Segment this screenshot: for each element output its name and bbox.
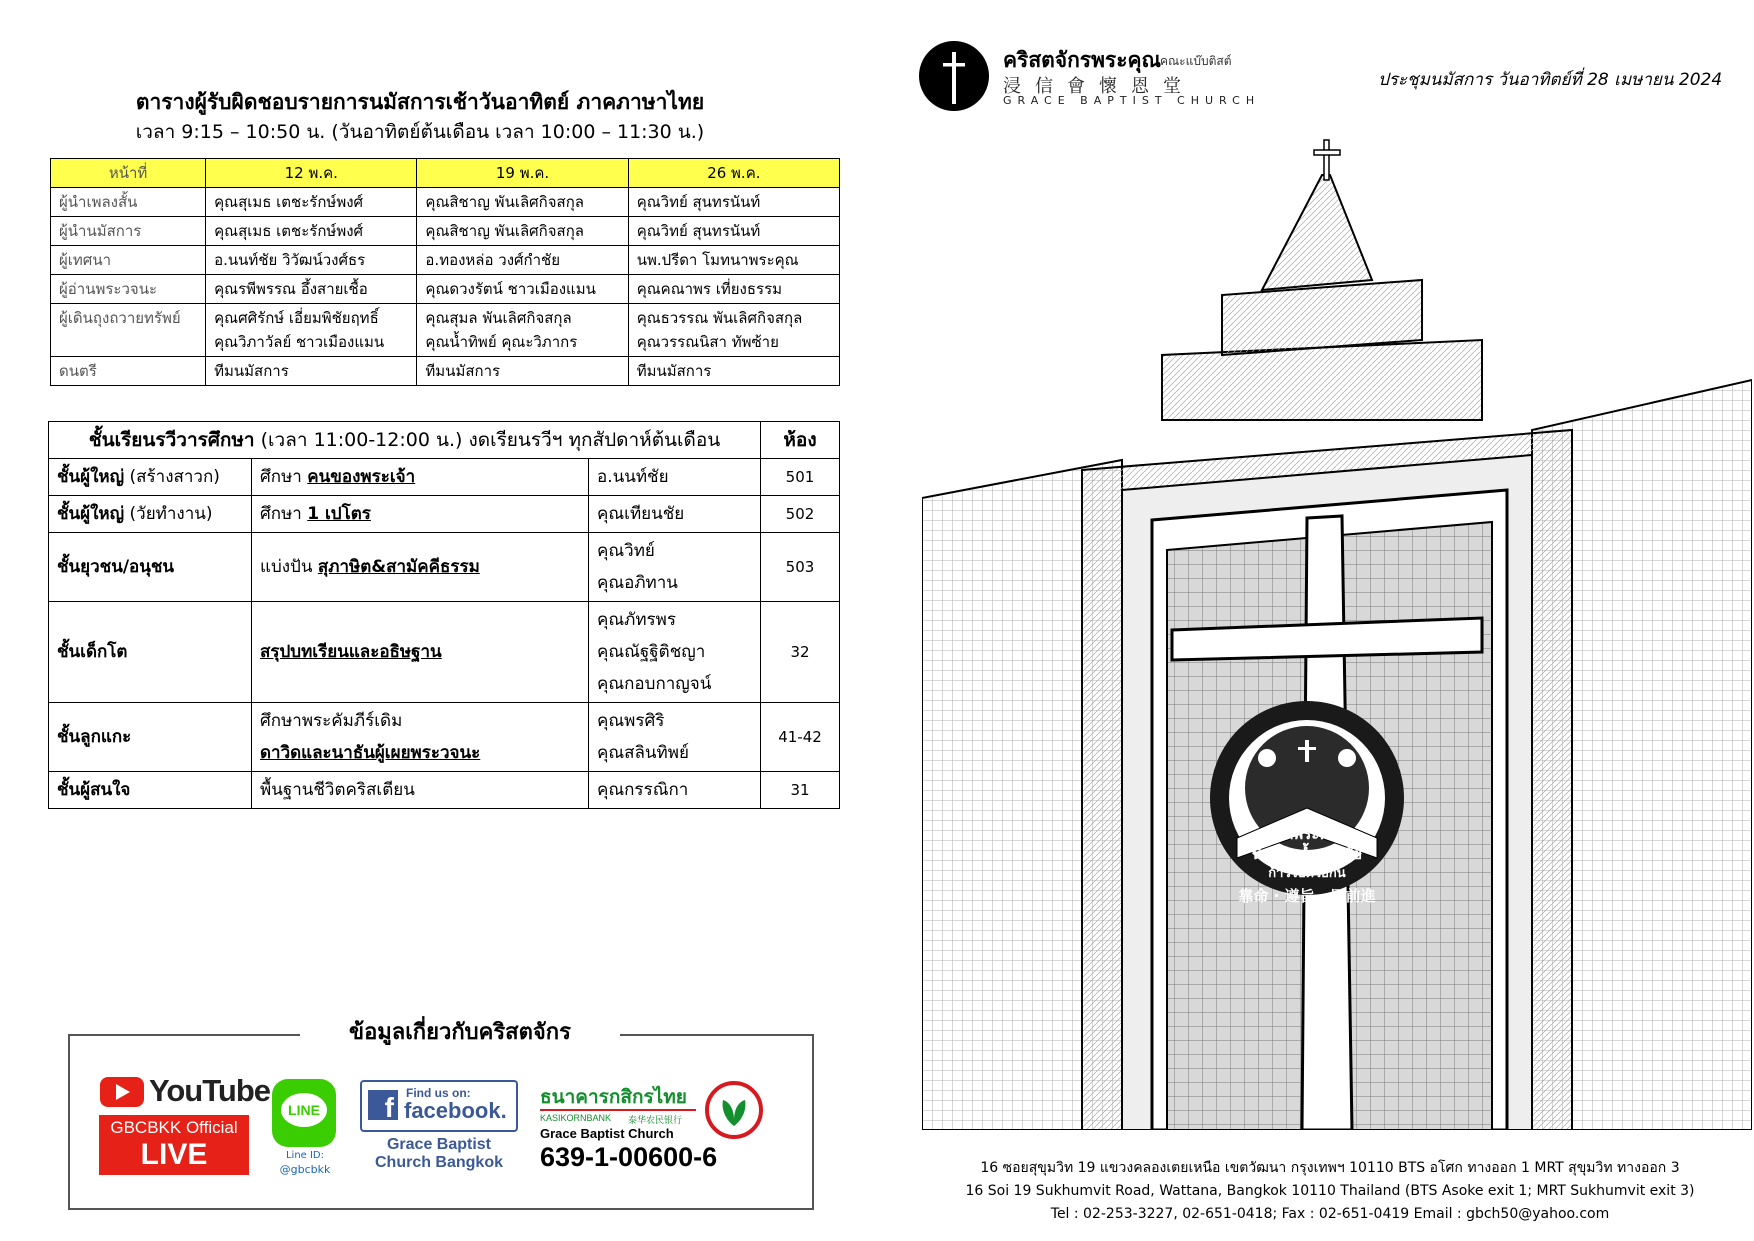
class-name-main: ชั้นยุวชน/อนุชน	[57, 557, 175, 577]
class-name	[49, 496, 252, 533]
lesson-prefix: แบ่งปัน	[260, 557, 318, 577]
duty-row	[51, 188, 840, 217]
duty-header-date: 26 พ.ค.	[628, 159, 839, 188]
duty-role: ดนตรี	[51, 357, 206, 386]
class-lesson	[252, 496, 589, 533]
youtube-block[interactable]	[99, 1073, 270, 1175]
room-header: ห้อง	[761, 422, 840, 459]
contact-phone-email: Tel : 02-253-3227, 02-651-0418; Fax : 02-651-0419 Email : gbch50@yahoo.com	[1050, 1206, 1610, 1222]
duty-header-date: 19 พ.ค.	[417, 159, 628, 188]
facebook-page-name-2: Church Bangkok	[374, 1154, 503, 1171]
church-name-en: GRACE BAPTIST CHURCH	[1003, 94, 1261, 107]
duty-assignee-cell	[417, 357, 628, 386]
emblem-line-1: ให้พระคำ	[1276, 825, 1338, 843]
facebook-page-name-1: Grace Baptist	[386, 1136, 492, 1153]
duty-header-date: 12 พ.ค.	[206, 159, 417, 188]
teacher-name: คุณสลินทิพย์	[597, 743, 689, 763]
duty-assignee: นพ.ปรีดา โมทนาพระคุณ	[636, 251, 799, 269]
emblem-line-2: นำตามน้ำพระทัย	[1251, 845, 1363, 863]
duty-assignee-cell	[417, 304, 628, 357]
class-lesson	[252, 459, 589, 496]
duty-assignee: คุณวิภาวัลย์ ชาวเมืองแมน	[214, 333, 385, 351]
lesson-prefix: ศึกษาพระคัมภีร์เดิม	[260, 711, 403, 731]
class-name-main: ชั้นผู้สนใจ	[57, 780, 131, 800]
class-teachers	[589, 703, 761, 772]
duty-assignee: คุณคณาพร เที่ยงธรรม	[636, 280, 783, 298]
class-room: 502	[761, 496, 840, 533]
duty-assignee-cell	[628, 188, 839, 217]
duty-assignee: คุณน้ำทิพย์ คุณะวิภากร	[425, 333, 578, 351]
teacher-name: คุณเทียนชัย	[597, 504, 685, 524]
duty-assignee: คุณธวรรณ พันเลิศกิจสกุล	[636, 309, 803, 327]
class-teachers	[589, 459, 761, 496]
duty-assignee-cell	[206, 188, 417, 217]
duty-role: ผู้นำเพลงสั้น	[51, 188, 206, 217]
bank-account-name: Grace Baptist Church	[540, 1126, 674, 1141]
lesson-prefix: พื้นฐานชีวิตคริสเตียน	[260, 780, 415, 800]
duty-assignee-cell	[206, 217, 417, 246]
sunday-school-header-row	[49, 422, 840, 459]
line-speech-bubble-icon	[281, 1093, 327, 1127]
class-lesson	[252, 703, 589, 772]
duty-assignee-cell	[206, 246, 417, 275]
duty-header-role: หน้าที่	[51, 159, 206, 188]
teacher-name: อ.นนท์ชัย	[597, 467, 669, 487]
bank-name-th: ธนาคารกสิกรไทย	[540, 1086, 687, 1108]
bank-account-number: 639-1-00600-6	[540, 1142, 718, 1172]
lesson-topic: คนของพระเจ้า	[307, 467, 416, 487]
lesson-topic: สรุปบทเรียนและอธิษฐาน	[260, 642, 442, 662]
duty-assignee-cell	[628, 246, 839, 275]
duty-header-row	[51, 159, 840, 188]
duty-row	[51, 217, 840, 246]
duty-assignee: คุณสิชาญ พันเลิศกิจสกุล	[425, 222, 584, 240]
lesson-prefix: ศึกษา	[260, 467, 308, 487]
duty-assignee: คุณวิทย์ สุนทรนันท์	[636, 193, 761, 211]
duty-assignee: คุณสุเมธ เตชะรักษ์พงศ์	[214, 193, 364, 211]
class-name	[49, 533, 252, 602]
duty-role: ผู้เทศนา	[51, 246, 206, 275]
duty-assignee-cell	[628, 357, 839, 386]
line-app-icon	[272, 1079, 336, 1147]
church-info-title: ข้อมูลเกี่ยวกับคริสตจักร	[300, 1014, 620, 1049]
class-row	[49, 459, 840, 496]
duty-assignee: ทีมนมัสการ	[636, 362, 712, 380]
duty-assignee-cell	[628, 217, 839, 246]
emblem-line-3: ก้าวไปด้วยกัน	[1268, 866, 1346, 881]
duty-assignee: อ.นนท์ชัย วิวัฒน์วงศ์ธร	[214, 251, 366, 269]
address-en: 16 Soi 19 Sukhumvit Road, Wattana, Bangkok 10110 Thailand (BTS Asoke exit 1; MRT Sukhumvit exit 3)	[965, 1183, 1695, 1199]
church-denomination: คณะแบ๊บติสต์	[1160, 54, 1232, 68]
class-name-main: ชั้นผู้ใหญ่	[57, 504, 125, 524]
class-row	[49, 772, 840, 809]
duty-assignee-cell	[628, 275, 839, 304]
teacher-name: คุณภัทรพร	[597, 610, 677, 630]
sunday-school-header-detail: (เวลา 11:00-12:00 น.) งดเรียนรวีฯ ทุกสัปดาห์ต้นเดือน	[254, 429, 721, 451]
class-row	[49, 496, 840, 533]
lesson-topic: ดาวิดและนาธันผู้เผยพระวจนะ	[260, 743, 481, 763]
class-room: 501	[761, 459, 840, 496]
emblem-cn: 靠命 · 遵旨 · 同前進	[1238, 887, 1376, 905]
duty-assignee-cell	[206, 275, 417, 304]
address-th: 16 ซอยสุขุมวิท 19 แขวงคลองเตยเหนือ เขตวัฒนา กรุงเทพฯ 10110 BTS อโศก ทางออก 1 MRT สุขุมวิท ทางออก 3	[980, 1160, 1680, 1176]
duty-assignee-cell	[417, 217, 628, 246]
facebook-find-label: Find us on:	[406, 1086, 471, 1100]
duty-assignee: คุณศศิรักษ์ เอี่ยมพิชัยฤทธิ์	[214, 309, 379, 327]
line-id-label: Line ID:	[285, 1150, 325, 1161]
class-room: 41-42	[761, 703, 840, 772]
class-lesson	[252, 772, 589, 809]
youtube-wordmark: YouTube	[149, 1073, 270, 1108]
duty-assignee: คุณวิทย์ สุนทรนันท์	[636, 222, 761, 240]
church-address	[930, 1157, 1730, 1226]
teacher-name: คุณพรศิริ	[597, 711, 665, 731]
class-lesson	[252, 602, 589, 703]
duty-row	[51, 275, 840, 304]
class-row	[49, 602, 840, 703]
duty-assignee-cell	[417, 246, 628, 275]
duty-roster-table	[50, 158, 840, 386]
lesson-prefix: ศึกษา	[260, 504, 308, 524]
class-name	[49, 703, 252, 772]
duty-assignee-cell	[206, 357, 417, 386]
class-room: 31	[761, 772, 840, 809]
teacher-name: คุณณัฐฐิติชญา	[597, 642, 706, 662]
duty-assignee: คุณสุเมธ เตชะรักษ์พงศ์	[214, 222, 364, 240]
youtube-banner	[99, 1115, 249, 1175]
class-name	[49, 772, 252, 809]
line-wordmark: LINE	[288, 1102, 320, 1118]
lesson-topic: 1 เปโตร	[307, 504, 371, 524]
church-name-th: คริสตจักรพระคุณ	[1003, 48, 1162, 72]
duty-assignee-cell	[417, 275, 628, 304]
duty-assignee: อ.ทองหล่อ วงศ์กำชัย	[425, 251, 561, 269]
duty-assignee: คุณสิชาญ พันเลิศกิจสกุล	[425, 193, 584, 211]
duty-assignee: ทีมนมัสการ	[425, 362, 501, 380]
class-name-group: (วัยทำงาน)	[124, 504, 213, 524]
youtube-channel-name: GBCBKK Official	[110, 1118, 238, 1137]
teacher-name: คุณกรรณิกา	[597, 780, 689, 800]
duty-table-subtitle: เวลา 9:15 – 10:50 น. (วันอาทิตย์ต้นเดือน เวลา 10:00 – 11:30 น.)	[135, 121, 705, 143]
church-cross-logo-icon	[918, 40, 990, 112]
class-name-main: ชั้นผู้ใหญ่	[57, 467, 125, 487]
class-name-main: ชั้นลูกแกะ	[57, 727, 132, 747]
duty-role: ผู้เดินถุงถวายทรัพย์	[51, 304, 206, 357]
youtube-live-label: LIVE	[140, 1138, 208, 1171]
duty-role: ผู้นำนมัสการ	[51, 217, 206, 246]
class-teachers	[589, 533, 761, 602]
church-name-cn: 浸信會懷恩堂	[1003, 76, 1195, 97]
duty-assignee: คุณวรรณนิสา ทัพซ้าย	[636, 333, 779, 351]
kbank-leaf-icon	[704, 1080, 764, 1140]
duty-table-title: ตารางผู้รับผิดชอบรายการนมัสการเช้าวันอาทิตย์ ภาคภาษาไทย	[135, 90, 705, 114]
facebook-wordmark: facebook.	[404, 1098, 507, 1123]
duty-assignee-cell	[628, 304, 839, 357]
bank-block	[540, 1082, 770, 1182]
duty-assignee: คุณดวงรัตน์ ชาวเมืองแมน	[425, 280, 596, 298]
teacher-name: คุณอภิทาน	[597, 573, 678, 593]
sunday-school-header	[49, 422, 761, 459]
duty-role: ผู้อ่านพระวจนะ	[51, 275, 206, 304]
duty-assignee: ทีมนมัสการ	[214, 362, 289, 380]
facebook-f-icon: f	[368, 1090, 398, 1120]
meeting-date: ประชุมนมัสการ วันอาทิตย์ที่ 28 เมษายน 2024	[1378, 70, 1723, 90]
sunday-school-table	[48, 421, 840, 809]
class-name-main: ชั้นเด็กโต	[57, 642, 128, 662]
class-name-group: (สร้างสาวก)	[124, 467, 220, 487]
class-teachers	[589, 496, 761, 533]
class-teachers	[589, 602, 761, 703]
line-id: @gbcbkk	[279, 1163, 331, 1176]
duty-assignee-cell	[417, 188, 628, 217]
church-building-illustration	[922, 130, 1752, 1130]
class-room: 503	[761, 533, 840, 602]
lesson-topic: สุภาษิต&สามัคคีธรรม	[317, 557, 480, 577]
duty-assignee: คุณสุมล พันเลิศกิจสกุล	[425, 309, 572, 327]
teacher-name: คุณกอบกาญจน์	[597, 674, 712, 694]
line-block[interactable]	[271, 1079, 341, 1179]
bank-name-cn: 泰华农民银行	[628, 1116, 683, 1126]
class-row	[49, 703, 840, 772]
class-row	[49, 533, 840, 602]
duty-row	[51, 304, 840, 357]
class-name	[49, 459, 252, 496]
duty-assignee-cell	[206, 304, 417, 357]
facebook-block[interactable]	[360, 1080, 518, 1180]
duty-row	[51, 357, 840, 386]
facebook-badge	[360, 1080, 518, 1132]
bank-underline	[540, 1109, 696, 1111]
class-name	[49, 602, 252, 703]
class-room: 32	[761, 602, 840, 703]
sunday-school-header-bold: ชั้นเรียนรวีวารศึกษา	[88, 429, 255, 451]
class-lesson	[252, 533, 589, 602]
bank-name-en: KASIKORNBANK	[540, 1113, 612, 1123]
teacher-name: คุณวิทย์	[597, 541, 655, 561]
duty-assignee: คุณรพีพรรณ อึ้งสายเชื้อ	[214, 280, 368, 298]
class-teachers	[589, 772, 761, 809]
duty-row	[51, 246, 840, 275]
